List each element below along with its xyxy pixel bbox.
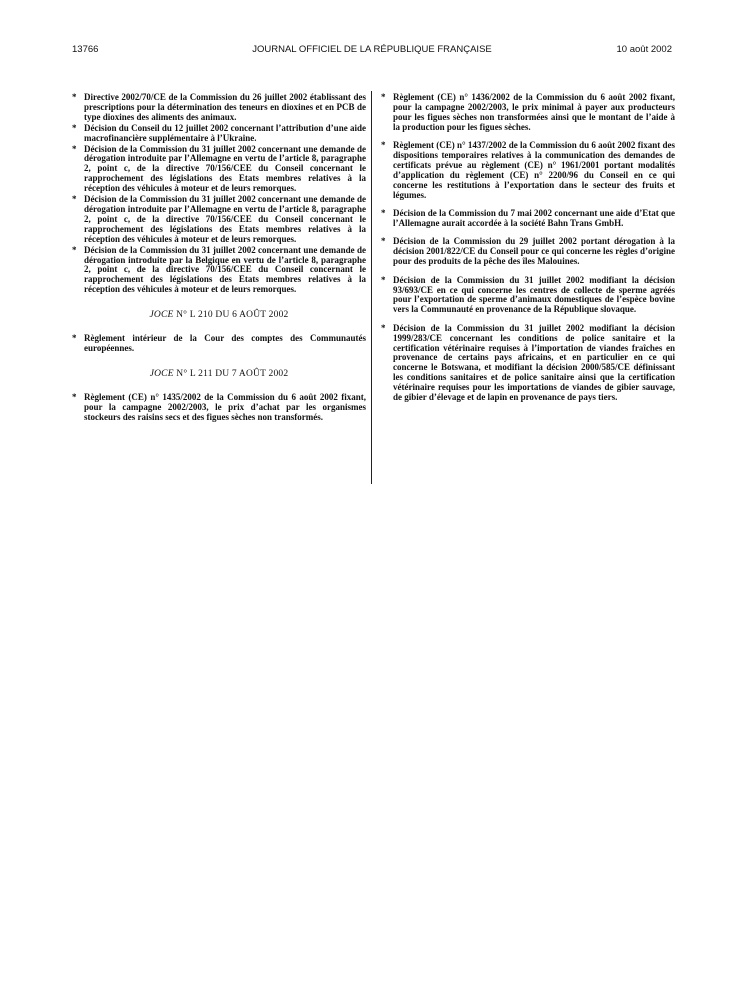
right-column [381, 93, 675, 411]
entry-text: Décision de la Commission du 31 juillet 2002 modifiant la décision 93/693/CE en ce qui concerne les centres de collecte de sperme agréés pour l’exportation de sperme d’animaux domestiques de l’espèce bovine vers la Communauté en provenance de la République slovaque. [393, 274, 675, 315]
journal-reference-number: N° L 211 DU 7 AOÛT 2002 [173, 368, 289, 379]
list-item [72, 124, 366, 144]
list-item [381, 237, 675, 267]
list-item [72, 393, 366, 423]
list-item [381, 276, 675, 316]
list-item [381, 209, 675, 229]
list-item [72, 145, 366, 195]
entry-text: Décision de la Commission du 31 juillet 2002 modifiant la décision 1999/283/CE concernant les conditions de police sanitaire et la certification vétérinaire requises à l’importation de viandes fraîches en provenance de certains pays africains, et en particulier en ce qui concerne le Botswana, et modifiant la décision 2000/585/CE définissant les conditions sanitaires et de police sanitaire ainsi que la certification vétérinaire requises pour les importations de viandes de gibier sauvage, de gibier d’élevage et de lapin en provenance de pays tiers. [393, 322, 675, 403]
list-item [72, 246, 366, 296]
journal-reference-name: JOCE [149, 310, 174, 321]
bullet-asterisk: * [381, 92, 386, 102]
journal-reference-heading [72, 368, 366, 380]
bullet-asterisk: * [72, 391, 77, 402]
bullet-asterisk: * [72, 333, 77, 344]
entry-text: Décision de la Commission du 29 juillet 2002 portant dérogation à la décision 2001/822/CE du Conseil pour ce qui concerne les règles d’origine pour des produits de la pêche des îles Malouines. [393, 236, 675, 267]
bullet-asterisk: * [72, 244, 77, 255]
list-item [72, 93, 366, 123]
entry-text: Règlement (CE) n° 1435/2002 de la Commission du 6 août 2002 fixant, pour la campagne 2002/2003, le prix d’achat par les organismes stockeurs des raisins secs et des figues sèches non transformés. [84, 391, 366, 422]
bullet-asterisk: * [381, 274, 386, 285]
bullet-asterisk: * [381, 140, 386, 151]
bullet-asterisk: * [72, 122, 77, 133]
journal-reference-heading [72, 309, 366, 321]
column-divider [371, 91, 372, 484]
list-item [381, 141, 675, 200]
bullet-asterisk: * [72, 143, 77, 154]
list-item [381, 93, 675, 133]
page-header [72, 44, 672, 56]
list-item [72, 334, 366, 354]
entry-text: Décision de la Commission du 31 juillet 2002 concernant une demande de dérogation introduite par la Belgique en vertu de l’article 8, paragraphe 2, point c, de la directive 70/156/CEE du Conseil concernant le rapprochement des législations des Etats membres relatives à la réception des véhicules à moteur et de leurs remorques. [84, 244, 366, 295]
bullet-asterisk: * [381, 236, 386, 247]
entry-text: Directive 2002/70/CE de la Commission du 26 juillet 2002 établissant des prescriptions pour la détermination des teneurs en dioxines et en PCB de type dioxines des aliments des animaux. [84, 92, 366, 122]
journal-reference-name: JOCE [149, 368, 174, 379]
entry-text: Décision du Conseil du 12 juillet 2002 concernant l’attribution d’une aide macrofinancière supplémentaire à l’Ukraine. [84, 122, 366, 143]
list-item [72, 195, 366, 245]
entry-text: Décision de la Commission du 31 juillet 2002 concernant une demande de dérogation introduite par l’Allemagne en vertu de l’article 8, paragraphe 2, point c, de la directive 70/156/CEE du Conseil concernant le rapprochement des législations des Etats membres relatives à la réception des véhicules à moteur et de leurs remorques. [84, 143, 366, 194]
entry-text: Décision de la Commission du 31 juillet 2002 concernant une demande de dérogation introduite par l’Allemagne en vertu de l’article 8, paragraphe 2, point c, de la directive 70/156/CEE du Conseil concernant le rapprochement des législations des Etats membres relatives à la réception des véhicules à moteur et de leurs remorques. [84, 194, 366, 244]
list-item [381, 324, 675, 403]
bullet-asterisk: * [72, 194, 77, 205]
entry-text: Règlement (CE) n° 1436/2002 de la Commission du 6 août 2002 fixant, pour la campagne 2002/2003, le prix minimal à payer aux producteurs pour les figues sèches non transformées ainsi que le montant de l’aide à la production pour les figues sèches. [393, 92, 675, 132]
bullet-asterisk: * [72, 92, 77, 102]
entry-text: Décision de la Commission du 7 mai 2002 concernant une aide d’Etat que l’Allemagne aurait accordée à la société Bahn Trans GmbH. [393, 208, 675, 228]
bullet-asterisk: * [381, 322, 386, 333]
entry-text: Règlement (CE) n° 1437/2002 de la Commission du 6 août 2002 fixant des dispositions temporaires relatives à la communication des demandes de certificats prévue au règlement (CE) n° 1961/2001 portant modalités d’application du règlement (CE) n° 2200/96 du Conseil en ce qui concerne les restitutions à l’exportation dans le secteur des fruits et légumes. [393, 140, 675, 200]
journal-reference-number: N° L 210 DU 6 AOÛT 2002 [173, 310, 289, 321]
issue-date: 10 août 2002 [616, 44, 672, 55]
entry-text: Règlement intérieur de la Cour des comptes des Communautés européennes. [84, 333, 366, 354]
bullet-asterisk: * [381, 208, 386, 219]
left-column [72, 93, 366, 424]
page-number: 13766 [72, 44, 99, 55]
journal-title: JOURNAL OFFICIEL DE LA RÉPUBLIQUE FRANÇAISE [252, 44, 492, 55]
